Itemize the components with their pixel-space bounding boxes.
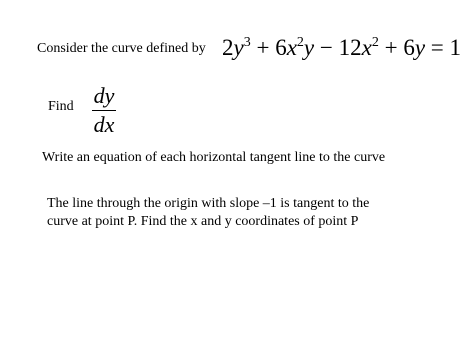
eq-term-1-coef: 2 <box>222 35 234 60</box>
eq-term-3-coef: − 12 <box>319 35 362 60</box>
find-label: Find <box>48 99 74 114</box>
derivative-numerator: dy <box>93 83 115 108</box>
point-p-question-line-1: The line through the origin with slope –1 is tangent to the <box>47 196 370 211</box>
eq-term-1-var: y <box>233 35 244 60</box>
eq-rhs: = 1 <box>430 35 461 60</box>
fraction-bar <box>92 110 116 111</box>
eq-term-2-exp: 2 <box>296 35 304 50</box>
eq-term-4-coef: + 6 <box>384 35 415 60</box>
point-p-question <box>47 195 427 231</box>
eq-term-3-var: x <box>361 35 372 60</box>
eq-term-4-var: y <box>414 35 426 60</box>
eq-term-2-var-x: x <box>286 35 297 60</box>
derivative-fraction <box>92 84 116 137</box>
derivative-denominator: dx <box>93 112 115 137</box>
eq-term-1-exp: 3 <box>243 35 251 50</box>
horizontal-tangent-question: Write an equation of each horizontal tangent line to the curve <box>42 150 386 165</box>
eq-term-2-coef: + 6 <box>256 35 287 60</box>
eq-term-2-var-y: y <box>303 35 315 60</box>
curve-equation <box>222 35 461 61</box>
curve-prompt: Consider the curve defined by <box>37 41 206 56</box>
eq-term-3-exp: 2 <box>371 35 379 50</box>
point-p-question-line-2: curve at point P. Find the x and y coordinates of point P <box>47 214 359 229</box>
